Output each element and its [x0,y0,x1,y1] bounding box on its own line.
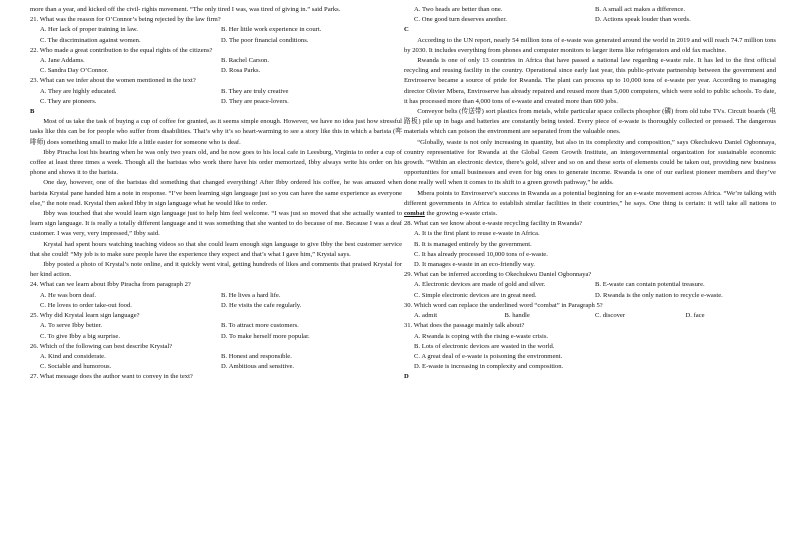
option-a: A. Electronic devices are made of gold and silver. [414,281,546,289]
option-c: C. The discrimination against women. [40,36,141,44]
options [404,332,776,373]
question-text: 23. What can we infer about the women mentioned in the text? [30,77,196,85]
question-text: 25. Why did Krystal learn sign language? [30,312,140,320]
question-text: 30. Which word can replace the underlined word “combat” in Paragraph 5? [404,301,603,309]
option-d: D. To make herself more popular. [221,332,310,340]
option-b: B. Rachel Carson. [221,57,269,65]
option-b: B. To attract more customers. [221,322,299,330]
option-b: B. A small act makes a difference. [595,6,685,13]
paragraph-c3: Conveyor belts (传送带) sort plastics from metals, while particular space collects phosphor (磷) from old tube TVs. Circuit boards (电路板) pile up in bags and batteries are constantly being tested. Every piece of e-waste is thoroughly collected or pressed. The dangerous materials which can poison the environment are separated from the valuable ones. [404,108,776,136]
paragraph-c4: “Globally, waste is not only increasing in quantity, but also in its complexity and composition,” says Okechukwu Daniel Ogbonnaya, country representative for Rwanda at the Global Green Growth Institute, an intergovernmental organization for sustainable economic growth. “Within an electronic device, there’s gold, silver and so on and these sorts of elements could be taken out, providing new business opportunities for small businesses and even for big ones to generate income. Rwanda is one of our earliest pioneer members and they’ve done really well when it comes to its shift to a green growth pathway,” he adds. [404,138,776,187]
right-column [404,5,776,383]
question-text: 28. What can we know about e-waste recycling facility in Rwanda? [404,220,583,228]
option-d: D. Actions speak louder than words. [595,16,691,24]
option-b: B. Honest and responsible. [221,352,292,360]
options [30,321,402,341]
options [30,352,402,372]
paragraph-c5-start: Mbera points to Enviroserve’s success in Rwanda as a potential beginning for an e-waste movement across Africa. “We’re talking with different governments in Africa to establish similar facilities in their countries,” he says. One thing is certain: it will take all nations to [404,189,776,207]
question-30 [404,301,776,321]
option-a: A. He was born deaf. [40,291,97,299]
option-c: C. He loves to order take-out food. [40,301,132,309]
question-text: 26. Which of the following can best describe Krystal? [30,342,173,350]
option-c: C. They are pioneers. [40,97,97,105]
option-d: D. Ambitious and sensitive. [221,363,295,371]
option-b: B. They are truly creative [221,87,289,95]
option-a: A. Jane Addams. [40,57,85,65]
option-d: D. The poor financial conditions. [221,36,309,44]
option-c: C. Sociable and humorous. [40,363,112,371]
option-d: D. Rosa Parks. [221,67,261,75]
option-a: A. It is the first plant to reuse e-waste in Africa. [414,230,540,238]
paragraph-b4: Ibby was touched that she would learn sign language just to help him feel welcome. “I was just so moved that she actually wanted to learn sign language. It is really a totally different language and it was something that she wanted to do because of me. Because I was a deaf customer. I was very, very impressed,” Ibby said. [30,210,402,238]
question-31 [404,321,776,372]
paragraph-b5: Krystal had spent hours watching teaching videos so that she could learn enough sign language to give Ibby the best customer service that she could! “My job is to make sure people have the experience they expect and that’s what I gave him,” Krystal says. [30,240,402,258]
option-b: B. Her little work experience in court. [221,26,322,34]
option-a: A. Rwanda is coping with the rising e-waste crisis. [414,332,549,340]
section-heading-b: B [30,108,35,116]
section-heading-d: D [404,373,409,381]
paragraph-c2: Rwanda is one of only 13 countries in Africa that have passed a national law regarding e-waste rule. It has led to the first official recycling and reusing facility in the country. Operational since early last year, this public-private partnership between the government and Enviroserve became a source of pride for Rwanda. The plant can process up to 10,000 tons of e-waste per year. According to managing director Olivier Mbera, Enviroserve has already repaired and reused more than 5,000 computers, which were sold to public schools. To date, it has processed more than 4,000 tons of e-waste and created more than 600 jobs. [404,57,776,105]
options [30,25,402,45]
question-27-text: 27. What message does the author want to convey in the text? [30,373,193,381]
options [30,56,402,76]
paragraph-c5 [404,189,776,220]
question-text: 22. Who made a great contribution to the equal rights of the citizens? [30,46,213,54]
option-d: D. He visits the cafe regularly. [221,301,302,309]
paragraph-c1: According to the UN report, nearly 54 million tons of e-waste was generated around the world in 2019 and will reach 74.7 million tons by 2030. It includes everything from phones and computer monitors to larger items like refrigerators and old fax machine. [404,36,776,54]
option-a: A. admit [414,312,438,320]
option-b: B. It is managed entirely by the government. [414,240,532,248]
option-c: C. To give Ibby a big surprise. [40,332,120,340]
options [30,291,402,311]
option-b: B. He lives a hard life. [221,291,281,299]
question-28 [404,219,776,270]
question-text: 21. What was the reason for O’Connor’s being rejected by the law firm? [30,16,221,24]
option-c: C. Sandra Day O’Connor. [40,67,109,75]
option-a: A. To serve Ibby better. [40,322,103,330]
option-c: C. A great deal of e-waste is poisoning the environment. [414,352,563,360]
option-d: D. They are peace-lovers. [221,97,289,105]
options [404,229,776,270]
question-21 [30,15,402,46]
question-22 [30,46,402,77]
question-text: 31. What does the passage mainly talk about? [404,322,525,330]
question-text: 24. What can we learn about Ibby Piracha from paragraph 2? [30,281,191,289]
left-column [30,5,402,383]
paragraph-b6: Ibby posted a photo of Krystal’s note online, and it quickly went viral, getting hundreds of likes and comments that praised Krystal for her kind action. [30,261,402,279]
section-heading-c: C [404,26,409,34]
option-a: A. Her lack of proper training in law. [40,26,138,34]
question-text: 29. What can be inferred according to Okechukwu Daniel Ogbonnaya? [404,271,592,279]
paragraph-b1: Most of us take the task of buying a cup of coffee for granted, as it seems simple enough. However, we have no idea just how stressful tasks like this can be for people who suffer from disabilities. That’s why it’s so heart-warming to see a story like this in which a barista (哖啡师) does something small to make life a little easier for someone who is deaf. [30,118,402,146]
option-d: D. face [685,312,705,320]
option-a: A. They are highly educated. [40,87,117,95]
paragraph-b2: Ibby Piracha lost his hearing when he was only two years old, and he now goes to his local cafe in Leesburg, Virginia to order a cup of coffee at least three times a week. Though all the baristas who work there have his order memorized, Ibby always write his order on his phone and shows it to the barista. [30,148,402,177]
question-24 [30,280,402,311]
option-a: A. Two heads are better than one. [414,6,503,13]
passage-a-ending: more than a year, and kicked off the civil- rights movement. “The only tired I was, was tired of giving in.” said Parks. [30,6,341,13]
option-b: B. Lots of electronic devices are wasted in the world. [414,342,555,350]
option-b: B. handle [504,312,530,320]
option-c: C. discover [595,312,626,320]
option-c: C. Simple electronic devices are in great need. [414,291,537,299]
paragraph-c5-end: the growing e-waste crisis. [424,210,498,218]
options [404,311,776,321]
underlined-word-combat: combat [404,210,425,218]
question-27-options [404,5,776,25]
option-d: D. E-waste is increasing in complexity and composition. [414,363,564,371]
question-29 [404,270,776,301]
paragraph-b3: One day, however, one of the baristas did something that changed everything! After Ibby ordered his coffee, he was amazed when barista Krystal pane handed him a note in response. “I’ve been learning sign language just so you can have the same experience as everyone else,” the note read. Krystal then asked Ibby in sign language what he would like to order. [30,179,402,207]
option-a: A. Kind and considerate. [40,352,106,360]
option-c: C. It has already processed 10,000 tons of e-waste. [414,250,548,258]
options [404,280,776,300]
question-26 [30,342,402,373]
question-25 [30,311,402,342]
option-d: D. Rwanda is the only nation to recycle e-waste. [595,291,723,299]
option-b: B. E-waste can contain potential treasure. [595,281,705,289]
option-c: C. One good turn deserves another. [414,16,507,24]
option-d: D. It manages e-waste in an eco-friendly way. [414,261,535,269]
question-23 [30,76,402,107]
options [30,87,402,107]
